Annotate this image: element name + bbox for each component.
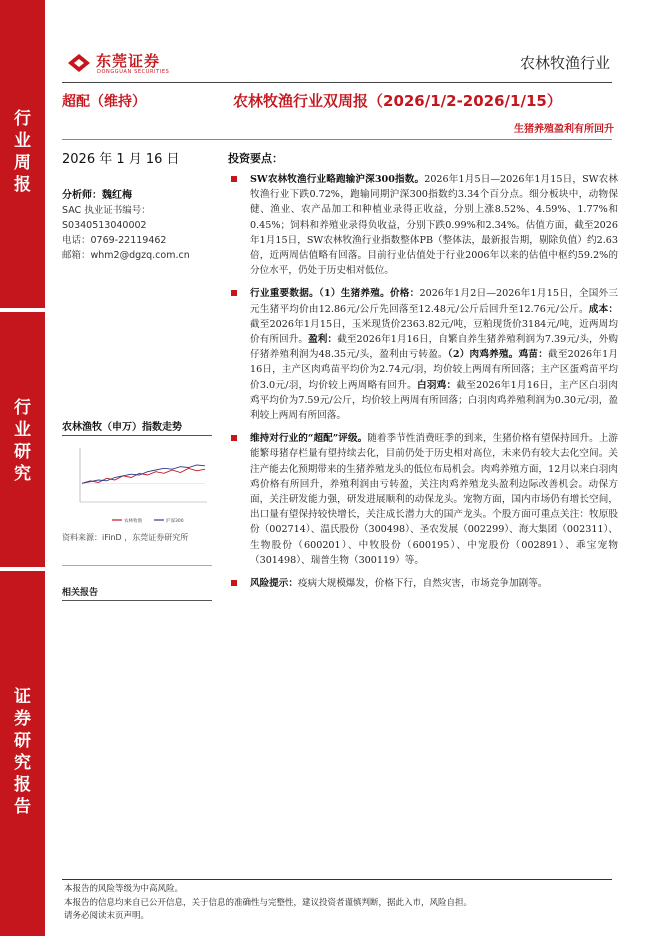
analyst-email[interactable]: 邮箱：whm2@dgzq.com.cn — [62, 250, 190, 261]
point-1-lead: SW农林牧渔行业略跑输沪深300指数。 — [250, 174, 425, 185]
index-trend-svg — [62, 440, 212, 528]
point-4-text: 疫病大规模爆发，价格下行，自然灾害，市场竞争加剧等。 — [297, 578, 548, 590]
investment-points-title: 投资要点： — [228, 152, 283, 165]
footer-info-note: 本报告的信息均来自已公开信息，关于信息的准确性与完整性，建议投资者谨慎判断，据此入市，风险自担。 — [64, 897, 473, 908]
left-sidebar — [0, 0, 45, 936]
report-date: 2026 年 1 月 16 日 — [62, 152, 180, 167]
legend-label-1: 农林牧渔 — [124, 519, 142, 524]
analyst-info — [62, 188, 212, 263]
logo-text-en: DONGGUAN SECURITIES — [97, 69, 170, 75]
title-divider — [62, 139, 612, 140]
point-2-text-1: 2026年1月2日—2026年1月15日，全国外三元生猪平均价由12.86元/公斤先回落至12.48元/公斤后回升至12.76元/公斤。 — [250, 288, 618, 315]
point-2-cost-label: 成本： — [588, 303, 619, 315]
sidebar-block-research — [0, 312, 45, 567]
point-3-lead: 维持对行业的“超配”评级。 — [250, 433, 368, 445]
point-4-lead: 风险提示： — [250, 578, 298, 590]
company-logo-icon — [66, 52, 92, 74]
point-rating — [228, 431, 618, 568]
point-2-lead: 行业重要数据。（1）生猪养殖。价格： — [250, 288, 420, 300]
chart-series-line-1 — [82, 468, 205, 483]
footer-read-statement: 请务必阅读末页声明。 — [64, 911, 150, 921]
related-reports-heading: 相关报告 — [62, 588, 99, 598]
footer-risk-level: 本报告的风险等级为中高风险。 — [64, 884, 184, 894]
point-market-performance — [228, 172, 618, 278]
point-2-text-2: 截至2026年1月15日，玉米现货价2363.82元/吨，豆粕现货价3184元/吨，近两周均价有所回升。 — [250, 318, 618, 346]
point-2-text-4: 截至2026年1月16日，主产区肉鸡苗平均价为2.74元/羽，均价较上两周有所回落；主产区蛋鸡苗平均价3.0元/羽，均价较上两周略有回升。 — [250, 349, 618, 391]
point-2-profit-label: 盈利： — [308, 334, 338, 346]
footer-divider — [62, 879, 612, 880]
sidebar-label-research: 行业研究 — [14, 398, 31, 484]
analyst-cert-no: S0340513040002 — [62, 220, 147, 231]
analyst-cert-label: SAC 执业证书编号： — [62, 205, 151, 216]
analyst-phone: 电话：0769-22119462 — [62, 235, 167, 246]
chart-title-divider — [62, 435, 212, 436]
point-2-text-3: 截至2026年1月16日，自繁自养生猪养殖利润为7.39元/头，外购仔猪养殖利润为48.35元/头，盈利由亏转盈。 — [250, 334, 618, 361]
point-2-text-5: 截至2026年1月16日，主产区白羽肉鸡平均价为7.59元/公斤，均价较上两周有所回落；白羽肉鸡养殖利润为0.30元/羽，盈利较上两周有所回落。 — [250, 379, 619, 422]
analyst-name: 分析师：魏红梅 — [62, 190, 132, 201]
source-divider — [62, 565, 212, 566]
rating-label: 超配（维持） — [62, 94, 146, 110]
sidebar-label-weekly: 行业周报 — [14, 109, 31, 195]
logo-text-cn: 东莞证券 — [96, 52, 161, 70]
point-1-text: 2026年1月5日—2026年1月15日，SW农林牧渔行业下跌0.72%，跑输同期沪深300指数约3.34个百分点。细分板块中，动物保健、渔业、农产品加工和种植业录得正收益，分别上涨8.52%、4.59%、1.77%和0.45%；饲料和养殖业录得负收益，分别下跌0.99%和2.34%。估值方面，截至2026年1月15日，SW农林牧渔行业指数整体PB（整体法，最新报告期，剔除负值）约2.63倍，近两周估值略有回落。目前行业估值处于行业2006年以来的估值中枢约59.2%的分位水平，仍处于历史相对低位。 — [250, 174, 618, 277]
header-divider — [62, 82, 612, 83]
report-subtitle: 生猪养殖盈利有所回升 — [514, 124, 614, 135]
point-risk — [228, 576, 618, 591]
report-title: 农林牧渔行业双周报（2026/1/2-2026/1/15） — [233, 92, 562, 110]
main-content — [228, 150, 618, 599]
chart-title: 农林渔牧（申万）指数走势 — [62, 422, 182, 433]
bullet-square-icon — [231, 290, 237, 296]
point-3-text: 随着季节性消费旺季的到来，生猪价格有望保持回升。上游能繁母猪存栏量有望持续去化，目前仍处于历史相对高位，未来仍有较大去化空间。关注产能去化预期带来的生猪养殖龙头的低位布局机会。肉鸡养殖方面，12月以来白羽肉鸡价格有所回升，养殖利润由亏转盈，关注肉鸡养殖龙头盈利边际改善机会。动保方面，关注研发能力强，研发进展顺利的动保龙头。宠物方面，国内市场仍有增长空间，出口量有望保持较快增长，关注成长潜力大的国产龙头。个股方面可重点关注：牧原股份（002714）、温氏股份（300498）、圣农发展（002299）、海大集团（002311）、生物股份（600201）、中牧股份（600195）、中宠股份（002891）、乖宝宠物（301498）、瑞普生物（300119）等。 — [250, 433, 618, 566]
bullet-square-icon — [231, 176, 237, 182]
related-divider — [62, 600, 212, 601]
legend-label-2: 沪深300 — [166, 519, 184, 524]
header-industry: 农林牧渔行业 — [519, 54, 610, 72]
point-industry-data — [228, 286, 618, 423]
footer-disclaimer — [64, 883, 472, 924]
sidebar-block-securities — [0, 571, 45, 936]
index-trend-chart — [62, 440, 212, 528]
point-2-chick-label: （2）肉鸡养殖。鸡苗： — [447, 349, 549, 361]
chart-legend — [112, 517, 184, 524]
point-2-white-label: 白羽鸡： — [416, 379, 457, 391]
bullet-square-icon — [231, 435, 237, 441]
sidebar-block-weekly — [0, 0, 45, 308]
sidebar-label-securities: 证券研究报告 — [14, 687, 31, 817]
chart-source: 资料来源：iFinD ，东莞证券研究所 — [62, 533, 189, 542]
bullet-square-icon — [231, 580, 237, 586]
